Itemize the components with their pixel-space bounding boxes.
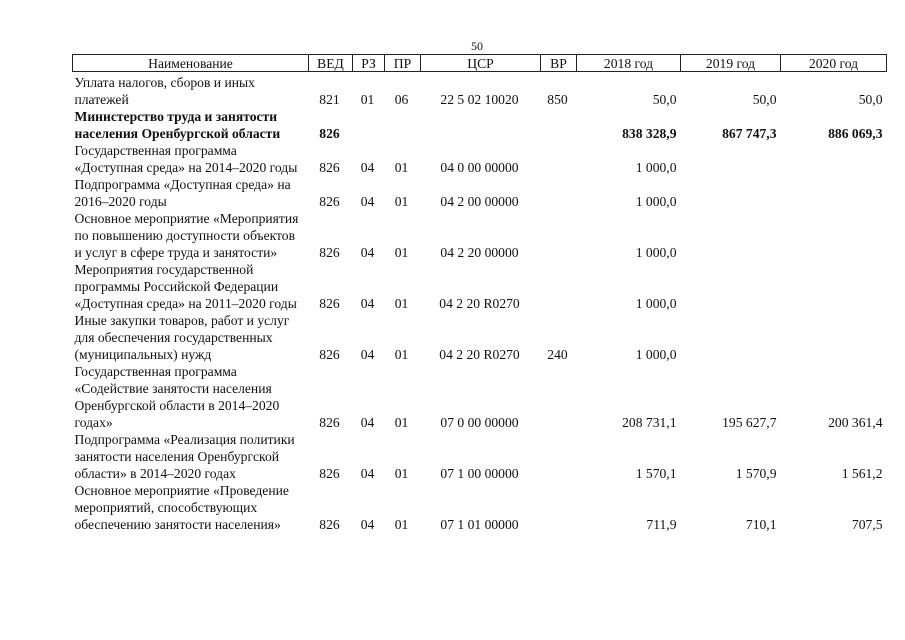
row-2020 xyxy=(781,210,887,261)
row-rz xyxy=(353,108,385,142)
row-2019: 867 747,3 xyxy=(722,126,777,141)
row-rz: 01 xyxy=(360,92,375,107)
budget-table xyxy=(72,54,887,533)
table-row xyxy=(73,72,887,109)
row-2018: 208 731,1 xyxy=(622,415,677,430)
row-vr: 850 xyxy=(547,92,568,107)
row-pr: 01 xyxy=(394,466,409,481)
header-rz: РЗ xyxy=(353,55,385,72)
row-rz: 04 xyxy=(360,245,375,260)
row-rz: 04 xyxy=(360,296,375,311)
row-2020 xyxy=(781,176,887,210)
row-csr: 04 2 00 00000 xyxy=(440,194,519,209)
table-row xyxy=(73,431,887,482)
row-2019 xyxy=(681,142,781,176)
row-csr: 07 0 00 00000 xyxy=(440,415,519,430)
row-ved: 826 xyxy=(319,415,340,430)
header-csr: ЦСР xyxy=(421,55,541,72)
row-name: Подпрограмма «Доступная среда» на 2016–2020 годы xyxy=(74,177,291,209)
row-2020: 886 069,3 xyxy=(828,126,883,141)
row-2018: 1 000,0 xyxy=(635,245,677,260)
header-2018: 2018 год xyxy=(577,55,681,72)
row-vr: 240 xyxy=(547,347,568,362)
row-csr: 04 2 20 R0270 xyxy=(439,347,520,362)
row-ved: 826 xyxy=(319,517,340,532)
header-vr: ВР xyxy=(541,55,577,72)
row-name: Государственная программа «Доступная среда» на 2014–2020 годы xyxy=(74,143,298,175)
row-2018: 1 000,0 xyxy=(635,160,677,175)
row-rz: 04 xyxy=(360,160,375,175)
row-csr xyxy=(421,108,541,142)
row-ved: 826 xyxy=(319,347,340,362)
row-name: Иные закупки товаров, работ и услуг для обеспечения государственных (муниципальных) нужд xyxy=(74,313,290,362)
row-2020: 1 561,2 xyxy=(841,466,883,481)
row-pr: 01 xyxy=(394,517,409,532)
row-pr xyxy=(385,108,421,142)
row-2018: 50,0 xyxy=(652,92,677,107)
header-2020: 2020 год xyxy=(781,55,887,72)
row-vr xyxy=(541,176,577,210)
row-name: Основное мероприятие «Проведение мероприятий, способствующих обеспечению занятости населения» xyxy=(74,483,289,532)
row-csr: 04 2 20 R0270 xyxy=(439,296,520,311)
row-2020: 707,5 xyxy=(851,517,883,532)
row-2020 xyxy=(781,312,887,363)
row-ved: 821 xyxy=(319,92,340,107)
row-ved: 826 xyxy=(319,296,340,311)
row-csr: 04 2 20 00000 xyxy=(440,245,519,260)
row-name: Государственная программа «Содействие занятости населения Оренбургской области в 2014–2020 годах» xyxy=(74,364,280,430)
table-header-row xyxy=(73,55,887,72)
row-csr: 22 5 02 10020 xyxy=(440,92,519,107)
table-row xyxy=(73,142,887,176)
row-2019 xyxy=(681,261,781,312)
row-pr: 06 xyxy=(394,92,409,107)
row-vr xyxy=(541,482,577,533)
table-row xyxy=(73,210,887,261)
row-name: Подпрограмма «Реализация политики занятости населения Оренбургской области» в 2014–2020 годах xyxy=(74,432,295,481)
row-2018: 838 328,9 xyxy=(622,126,677,141)
row-csr: 07 1 01 00000 xyxy=(440,517,519,532)
table-row xyxy=(73,482,887,533)
header-ved: ВЕД xyxy=(309,55,353,72)
header-2019: 2019 год xyxy=(681,55,781,72)
row-rz: 04 xyxy=(360,466,375,481)
row-2020 xyxy=(781,142,887,176)
table-row xyxy=(73,176,887,210)
row-rz: 04 xyxy=(360,347,375,362)
row-2019 xyxy=(681,176,781,210)
header-name: Наименование xyxy=(73,55,309,72)
row-2019 xyxy=(681,312,781,363)
row-ved: 826 xyxy=(319,466,340,481)
table-row xyxy=(73,312,887,363)
row-2018: 1 000,0 xyxy=(635,296,677,311)
row-2019: 1 570,9 xyxy=(735,466,777,481)
row-2019: 50,0 xyxy=(752,92,777,107)
row-pr: 01 xyxy=(394,245,409,260)
row-2018: 1 570,1 xyxy=(635,466,677,481)
row-2018: 1 000,0 xyxy=(635,194,677,209)
table-row xyxy=(73,363,887,431)
row-pr: 01 xyxy=(394,415,409,430)
table-row xyxy=(73,261,887,312)
row-vr xyxy=(541,261,577,312)
row-vr xyxy=(541,108,577,142)
row-2018: 711,9 xyxy=(646,517,677,532)
row-rz: 04 xyxy=(360,415,375,430)
row-name: Министерство труда и занятости населения Оренбургской области xyxy=(74,109,281,141)
row-csr: 04 0 00 00000 xyxy=(440,160,519,175)
table-row xyxy=(73,108,887,142)
row-2020: 50,0 xyxy=(858,92,883,107)
row-pr: 01 xyxy=(394,160,409,175)
row-2019 xyxy=(681,210,781,261)
page-number: 50 xyxy=(471,39,483,53)
row-rz: 04 xyxy=(360,194,375,209)
header-pr: ПР xyxy=(385,55,421,72)
row-ved: 826 xyxy=(319,245,340,260)
row-2019: 710,1 xyxy=(745,517,777,532)
row-rz: 04 xyxy=(360,517,375,532)
row-ved: 826 xyxy=(319,160,340,175)
row-name: Мероприятия государственной программы Российской Федерации «Доступная среда» на 2011–2020 годы xyxy=(74,262,297,311)
row-vr xyxy=(541,431,577,482)
row-2018: 1 000,0 xyxy=(635,347,677,362)
row-name: Основное мероприятие «Мероприятия по повышению доступности объектов и услуг в сфере труда и занятости» xyxy=(74,211,299,260)
row-2020 xyxy=(781,261,887,312)
row-vr xyxy=(541,210,577,261)
row-name: Уплата налогов, сборов и иных платежей xyxy=(74,75,255,107)
row-vr xyxy=(541,363,577,431)
row-pr: 01 xyxy=(394,296,409,311)
row-csr: 07 1 00 00000 xyxy=(440,466,519,481)
row-vr xyxy=(541,142,577,176)
row-ved: 826 xyxy=(319,194,340,209)
row-pr: 01 xyxy=(394,347,409,362)
row-2020: 200 361,4 xyxy=(828,415,883,430)
row-2019: 195 627,7 xyxy=(722,415,777,430)
row-pr: 01 xyxy=(394,194,409,209)
row-ved: 826 xyxy=(319,126,340,141)
